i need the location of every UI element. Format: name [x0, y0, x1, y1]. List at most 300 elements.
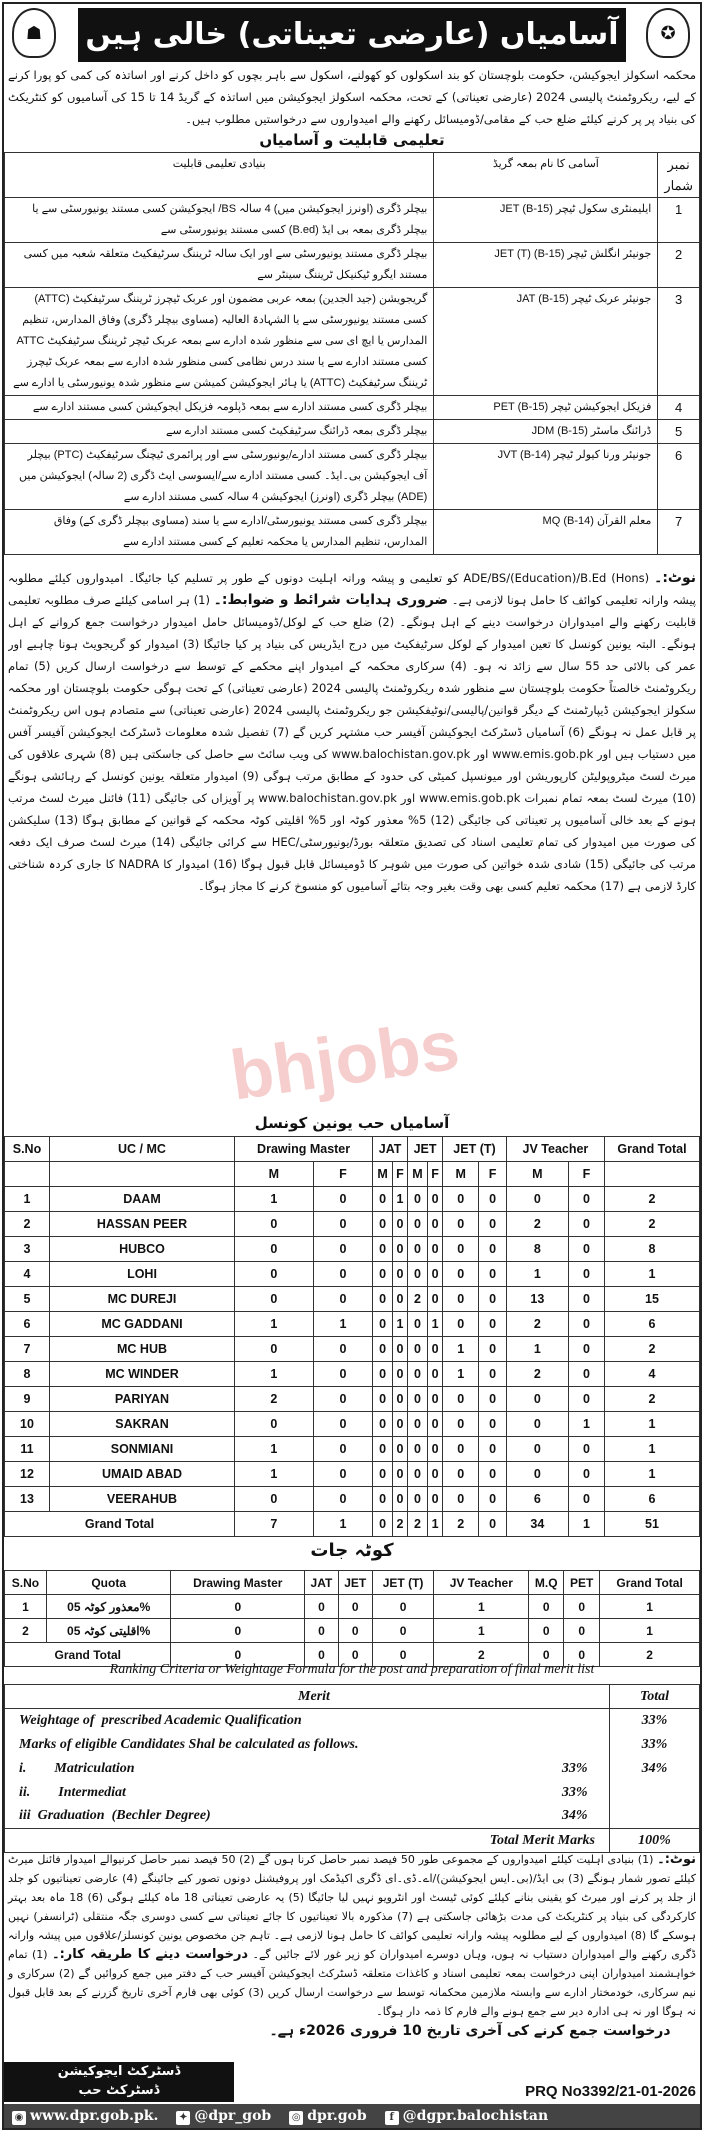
- sub-header-male: M: [235, 1162, 314, 1187]
- sno: 2: [5, 1212, 50, 1237]
- note-text: ADE/BS/(Education)/B.Ed (Hons) کو تعلیمی و پیشہ ورانہ اہلیت دونوں کے طور پر تسلیم کیا جائیگا۔ امیدواروں کیلئے مطلوبہ پیشہ وارانہ تعلیمی کوائف کا حامل ہونا لازمی ہے۔: [8, 571, 696, 607]
- cell-value: 0: [568, 1462, 604, 1487]
- table-row: [5, 1212, 700, 1237]
- cell-value: 0: [313, 1237, 373, 1262]
- blank-cell: [5, 1162, 50, 1187]
- cell-value: 0: [506, 1412, 568, 1437]
- table-row: [5, 1362, 700, 1387]
- cell-value: 0: [479, 1337, 506, 1362]
- qualification: بیچلر ڈگری مستند یونیورسٹی سے اور ایک سالہ ٹریننگ سرٹیفکیٹ متعلقہ شعبہ میں کسی مستند ایگرو ٹیکنیکل ٹریننگ سینٹر سے: [5, 243, 434, 288]
- cell-value: 0: [305, 1643, 339, 1667]
- sno: 7: [5, 1337, 50, 1362]
- cell-value: 0: [407, 1412, 427, 1437]
- cell-value: 0: [393, 1387, 408, 1412]
- cell-value: 0: [393, 1487, 408, 1512]
- social-text: www.dpr.gob.pk.: [30, 2107, 159, 2124]
- col-header-uc: UC / MC: [50, 1137, 235, 1162]
- table-row: [5, 510, 700, 555]
- table-row: [5, 1312, 700, 1337]
- cell-value: 0: [313, 1437, 373, 1462]
- cell-value: 0: [393, 1437, 408, 1462]
- cell-value: 0: [373, 1312, 393, 1337]
- cell-value: 2: [407, 1512, 427, 1537]
- cell-value: 0: [407, 1387, 427, 1412]
- row-total: 15: [605, 1287, 700, 1312]
- cell-value: 0: [313, 1187, 373, 1212]
- col-header-jat: JAT: [373, 1137, 408, 1162]
- table-row: [5, 1595, 700, 1619]
- cell-value: 0: [338, 1619, 372, 1643]
- note2-label: نوٹ:۔: [657, 1852, 696, 1867]
- sno: 11: [5, 1437, 50, 1462]
- merit-row: [5, 1757, 700, 1781]
- cell-value: 2: [506, 1362, 568, 1387]
- row-total: 1: [605, 1462, 700, 1487]
- uc-name: DAAM: [50, 1187, 235, 1212]
- cell-value: 0: [506, 1187, 568, 1212]
- instagram-icon: ◎: [289, 2111, 303, 2125]
- social-link[interactable]: [12, 2108, 158, 2125]
- cell-value: 0: [235, 1262, 314, 1287]
- cell-value: 1: [313, 1512, 373, 1537]
- uc-name: LOHI: [50, 1262, 235, 1287]
- uc-name: MC DUREJI: [50, 1287, 235, 1312]
- cell-value: 2: [434, 1643, 529, 1667]
- table-row: [5, 243, 700, 288]
- sub-header-female: F: [479, 1162, 506, 1187]
- cell-value: 1: [235, 1312, 314, 1337]
- col-header-post: آسامی کا نام بمعہ گریڈ: [434, 153, 658, 198]
- row-total: 2: [605, 1212, 700, 1237]
- sno: 4: [5, 1262, 50, 1287]
- cell-value: 1: [434, 1595, 529, 1619]
- cell-value: 0: [373, 1187, 393, 1212]
- col-header: S.No: [5, 1571, 47, 1595]
- education-logo-icon: ✪: [646, 8, 690, 58]
- sub-header-female: F: [568, 1162, 604, 1187]
- cell-value: 0: [313, 1262, 373, 1287]
- cell-value: 0: [407, 1437, 427, 1462]
- cell-value: 1: [506, 1337, 568, 1362]
- cell-value: 0: [393, 1287, 408, 1312]
- cell-value: 0: [568, 1362, 604, 1387]
- cell-value: 1: [428, 1312, 443, 1337]
- col-header: Quota: [46, 1571, 171, 1595]
- cell-value: 0: [568, 1387, 604, 1412]
- cell-value: 0: [171, 1643, 305, 1667]
- merit-total: 33%: [610, 1733, 700, 1757]
- cell-value: 0: [443, 1312, 479, 1337]
- merit-caption: Ranking Criteria or Weightage Formula for the post and preparation of final merit list: [109, 1662, 595, 1677]
- cell-value: 0: [443, 1437, 479, 1462]
- col-header: PET: [564, 1571, 600, 1595]
- col-header: M.Q: [529, 1571, 564, 1595]
- watermark: bhjobs: [225, 1005, 464, 1115]
- uc-name: MC WINDER: [50, 1362, 235, 1387]
- merit-percent: [548, 1709, 610, 1733]
- merit-percent: [548, 1733, 610, 1757]
- header: [0, 0, 704, 62]
- cell-value: 0: [373, 1237, 393, 1262]
- cell-value: 0: [479, 1487, 506, 1512]
- row-number: 3: [658, 288, 700, 396]
- page-title: آسامیاں (عارضی تعیناتی) خالی ہیں: [78, 8, 626, 62]
- cell-value: 0: [479, 1312, 506, 1337]
- cell-value: 0: [407, 1312, 427, 1337]
- sno: 1: [5, 1595, 47, 1619]
- sno: 2: [5, 1619, 47, 1643]
- total-merit-label: Total Merit Marks: [5, 1829, 610, 1853]
- cell-value: 0: [393, 1462, 408, 1487]
- grand-total-row: [5, 1512, 700, 1537]
- uc-name: MC HUB: [50, 1337, 235, 1362]
- merit-label: ii. Intermediat: [5, 1781, 548, 1805]
- post-name: ایلیمنٹری سکول ٹیچر JET (B-15): [434, 198, 658, 243]
- cell-value: 1: [434, 1619, 529, 1643]
- social-bar: [4, 2104, 700, 2128]
- row-number: 5: [658, 420, 700, 444]
- cell-value: 0: [479, 1262, 506, 1287]
- table-row: [5, 1387, 700, 1412]
- cell-value: 13: [506, 1287, 568, 1312]
- cell-value: 0: [393, 1212, 408, 1237]
- qualification: بیچلر ڈگری کسی مستند یونیورسٹی/ادارے سے یا سند (مساوی بیچلر ڈگری کے) وفاق المدارس، تنظیم المدارس یا محکمہ تعلیم کے کسی مستند ادارے سے: [5, 510, 434, 555]
- col-header: Grand Total: [600, 1571, 700, 1595]
- cell-value: 0: [373, 1337, 393, 1362]
- cell-value: 0: [568, 1337, 604, 1362]
- cell-value: 0: [443, 1237, 479, 1262]
- cell-value: 0: [479, 1212, 506, 1237]
- cell-value: 0: [428, 1187, 443, 1212]
- col-header-jet: JET: [407, 1137, 442, 1162]
- social-link[interactable]: [176, 2108, 271, 2125]
- cell-value: 0: [428, 1212, 443, 1237]
- post-name: جونیئر ورنا کیولر ٹیچر JVT (B-14): [434, 444, 658, 510]
- cell-value: 0: [407, 1362, 427, 1387]
- cell-value: 0: [313, 1287, 373, 1312]
- cell-value: 0: [443, 1412, 479, 1437]
- cell-value: 0: [407, 1487, 427, 1512]
- cell-value: 0: [506, 1387, 568, 1412]
- cell-value: 0: [479, 1437, 506, 1462]
- cell-value: 0: [235, 1337, 314, 1362]
- note2-text: (1) بنیادی اہلیت کیلئے امیدواروں کے مجموعی طور 50 فیصد نمبر حاصل کرنا ہوں گے (2) 50 فیصد نمبر حاصل کرنیوالے امیدوار فائنل میرٹ کیلئے تصور شمار ہونگے (3) بی ایڈ/(بی۔ایس ایجوکیشن)/اے۔ڈی۔ای ڈگری اکیڈمک اور پروفیشنل دونوں تصور کیے جائینگے (4) عارضی تعیناتیوں کو جلد از جلد پر کرنے اور میرٹ کو یقینی بنانے کیلئے کوئی ٹیسٹ اور انٹرویو نہیں لیا جائیگا (5) یہ عارضی تعیناتی 18 ماہ کیلئے ہوگی (6) 18 ماہ بعد بہتر کارکردگی کی بنیاد پر کنٹریکٹ کی مدت بڑھائی جاسکتی ہے (7) مذکورہ بالا تعیناتیوں کا جائے تعیناتی سے کسی دوسری جگہ منتقلی (ٹرانسفر) نہیں ہوسکے گا (8) امیدواروں کے لیے مطلوبہ پیشہ وارانہ تعلیمی کوائف کا حامل ہونا لازمی ہے۔ تاہم جن مخصوص یونین کونسلز/علاقوں میں پیشہ وارانہ ڈگری رکھنے والے امیدواران دستیاب نہ ہوں، وہاں دوسرے امیدواران کو زیر غور لائے جائیں گے۔: [8, 1853, 697, 1961]
- cell-value: 0: [428, 1362, 443, 1387]
- cell-value: 0: [407, 1237, 427, 1262]
- cell-value: 0: [568, 1487, 604, 1512]
- sub-header-female: F: [428, 1162, 443, 1187]
- cell-value: 0: [338, 1643, 372, 1667]
- uc-table-title: آسامیاں حب یونین کونسل: [254, 1114, 450, 1132]
- cell-value: 0: [407, 1337, 427, 1362]
- sno: 5: [5, 1287, 50, 1312]
- cell-value: 0: [443, 1487, 479, 1512]
- uc-name: VEERAHUB: [50, 1487, 235, 1512]
- col-header-drawing-master: Drawing Master: [235, 1137, 373, 1162]
- merit-percent: 33%: [548, 1781, 610, 1805]
- merit-total: 33%: [610, 1709, 700, 1733]
- cell-value: 0: [372, 1643, 434, 1667]
- cell-value: 2: [443, 1512, 479, 1537]
- merit-total-row: [5, 1829, 700, 1853]
- qualification: بیچلر ڈگری بمعہ ڈرائنگ سرٹیفکیٹ کسی مستند ادارے سے: [5, 420, 434, 444]
- cell-value: 0: [564, 1643, 600, 1667]
- cell-value: 0: [568, 1287, 604, 1312]
- table-row: [5, 1619, 700, 1643]
- post-name: ڈرائنگ ماسٹر JDM (B-15): [434, 420, 658, 444]
- cell-value: 0: [443, 1187, 479, 1212]
- blank-cell: [50, 1162, 235, 1187]
- quota-title: کوٹہ جات: [310, 1540, 394, 1561]
- cell-value: 0: [407, 1187, 427, 1212]
- merit-total: [610, 1781, 700, 1805]
- cell-value: 2: [506, 1312, 568, 1337]
- merit-label: Marks of eligible Candidates Shal be calculated as follows.: [5, 1733, 548, 1757]
- cell-value: 0: [393, 1362, 408, 1387]
- cell-value: 2: [235, 1387, 314, 1412]
- cell-value: 2: [393, 1512, 408, 1537]
- cell-value: 2: [506, 1212, 568, 1237]
- col-header-qualification: بنیادی تعلیمی قابلیت: [5, 153, 434, 198]
- cell-value: 1: [393, 1312, 408, 1337]
- notes-2-body: [8, 1850, 696, 2021]
- table-row: [5, 1412, 700, 1437]
- cell-value: 0: [443, 1462, 479, 1487]
- merit-row: [5, 1781, 700, 1805]
- facebook-icon: f: [385, 2111, 399, 2125]
- cell-value: 0: [313, 1387, 373, 1412]
- cell-value: 1: [443, 1337, 479, 1362]
- col-header: JET (T): [372, 1571, 434, 1595]
- table-row: [5, 396, 700, 420]
- cell-value: 0: [479, 1387, 506, 1412]
- cell-value: 0: [235, 1212, 314, 1237]
- qualification-title: تعلیمی قابلیت و آسامیاں: [259, 131, 445, 149]
- sno: 10: [5, 1412, 50, 1437]
- cell-value: 0: [393, 1337, 408, 1362]
- cell-value: 0: [529, 1595, 564, 1619]
- cell-value: 0: [372, 1619, 434, 1643]
- row-total: 8: [605, 1237, 700, 1262]
- cell-value: 0: [235, 1487, 314, 1512]
- uc-name: PARIYAN: [50, 1387, 235, 1412]
- sub-header-male: M: [373, 1162, 393, 1187]
- social-text: dpr.gob: [307, 2107, 367, 2124]
- sub-header-female: F: [393, 1162, 408, 1187]
- merit-row: [5, 1805, 700, 1829]
- cell-value: 0: [171, 1619, 305, 1643]
- cell-value: 0: [407, 1262, 427, 1287]
- col-header-jet-t: JET (T): [443, 1137, 507, 1162]
- row-total: 2: [605, 1187, 700, 1212]
- cell-value: 0: [373, 1362, 393, 1387]
- rules-label: ضروری ہدایات شرائط و ضوابط:۔: [213, 592, 449, 608]
- cell-value: 1: [393, 1187, 408, 1212]
- table-row: [5, 288, 700, 396]
- quota-name: اقلیتی کوٹہ 05%: [46, 1619, 171, 1643]
- cell-value: 0: [407, 1462, 427, 1487]
- cell-value: 0: [235, 1237, 314, 1262]
- table-row: [5, 1487, 700, 1512]
- table-row: [5, 1462, 700, 1487]
- table-row: [5, 444, 700, 510]
- sno: 8: [5, 1362, 50, 1387]
- cell-value: 0: [479, 1187, 506, 1212]
- row-total: 6: [605, 1487, 700, 1512]
- cell-value: 8: [506, 1237, 568, 1262]
- issuer-line-1: ڈسٹرکٹ ایجوکیشن: [57, 2064, 181, 2079]
- cell-value: 0: [235, 1287, 314, 1312]
- cell-value: 0: [373, 1487, 393, 1512]
- cell-value: 0: [564, 1595, 600, 1619]
- col-header-jv-teacher: JV Teacher: [506, 1137, 604, 1162]
- social-link[interactable]: [385, 2108, 548, 2125]
- cell-value: 0: [506, 1437, 568, 1462]
- blank-cell: [605, 1162, 700, 1187]
- cell-value: 0: [568, 1312, 604, 1337]
- row-total: 1: [605, 1412, 700, 1437]
- cell-value: 0: [373, 1512, 393, 1537]
- qualification: گریجویشن (جید الجدین) بمعہ عربی مضمون اور عربک ٹیچرز ٹریننگ سرٹیفکیٹ (ATTC) کسی مستند یونیورسٹی سے یا الشہادۃ العالیہ (مساوی بیچلر ڈگری) وفاق المدارس، تنظیم المدارس یا ایچ ای سی سے منظور شدہ ادارے سے بمعہ عربک ٹیچر ٹریننگ سرٹیفکیٹ ATTC کسی مستند ادارے سے یا سند درس نظامی کسی منظور شدہ ادارے سے بمعہ عربک ٹیچرز ٹریننگ سرٹیفکیٹ (ATTC) یا ہائر ایجوکیشن کمیشن سے منظور شدہ یونیورسٹی یا ادارے سے: [5, 288, 434, 396]
- cell-value: 0: [443, 1387, 479, 1412]
- row-total: 2: [605, 1337, 700, 1362]
- row-total: 6: [605, 1312, 700, 1337]
- note-label: نوٹ:۔: [654, 570, 696, 586]
- issuer-signature: [4, 2062, 234, 2102]
- cell-value: 0: [373, 1212, 393, 1237]
- quota-table: [4, 1570, 700, 1667]
- merit-label: iii Graduation (Bechler Degree): [5, 1805, 548, 1829]
- cell-value: 0: [338, 1595, 372, 1619]
- cell-value: 0: [305, 1595, 339, 1619]
- cell-value: 0: [428, 1437, 443, 1462]
- post-name: فزیکل ایجوکیشن ٹیچر PET (B-15): [434, 396, 658, 420]
- row-number: 7: [658, 510, 700, 555]
- cell-value: 0: [529, 1619, 564, 1643]
- uc-name: HUBCO: [50, 1237, 235, 1262]
- merit-row: [5, 1733, 700, 1757]
- quota-name: معذور کوٹہ 05%: [46, 1595, 171, 1619]
- cell-value: 0: [506, 1462, 568, 1487]
- apply-text: (1) تمام خواہشمند امیدواران اپنی درخواست بمعہ تعلیمی اسناد و کاغذات متعلقہ ڈسٹرکٹ ایجوکیشن آفیسر حب کے دفتر میں جمع کروائیں گے (2) سرکاری و نیم سرکاری، خودمختار ادارے سے وابستہ ملازمین محکمانہ توسط سے درخواست ارسال کریں (3) کوئی بھی فارم آخری تاریخ گزرنے کے بعد قابل قبول نہ ہوگا اور نہ ہی ادارہ دیر سے جمع ہونے والے فارم کا ذمہ دار ہوگا۔: [8, 1948, 696, 2018]
- table-row: [5, 1437, 700, 1462]
- grand-total-value: 2: [600, 1643, 700, 1667]
- merit-total: 34%: [610, 1757, 700, 1781]
- table-row: [5, 1187, 700, 1212]
- merit-percent: 34%: [548, 1805, 610, 1829]
- sno: 6: [5, 1312, 50, 1337]
- col-header: Drawing Master: [171, 1571, 305, 1595]
- qualification-table: [4, 152, 700, 555]
- row-number: 1: [658, 198, 700, 243]
- cell-value: 0: [428, 1337, 443, 1362]
- sno: 3: [5, 1237, 50, 1262]
- balochistan-logo-icon: ☗: [12, 8, 56, 58]
- deadline: درخواست جمع کرنے کی آخری تاریخ 10 فروری 2026ء ہے۔: [244, 2021, 696, 2041]
- globe-icon: ◉: [12, 2111, 26, 2125]
- merit-total: [610, 1805, 700, 1829]
- row-number: 6: [658, 444, 700, 510]
- row-number: 4: [658, 396, 700, 420]
- cell-value: 7: [235, 1512, 314, 1537]
- cell-value: 0: [479, 1287, 506, 1312]
- sno: 1: [5, 1187, 50, 1212]
- merit-label: i. Matriculation: [5, 1757, 548, 1781]
- cell-value: 0: [407, 1212, 427, 1237]
- issuer-line-2: ڈسٹرکٹ حب: [78, 2083, 160, 2098]
- cell-value: 0: [564, 1619, 600, 1643]
- row-total: 1: [605, 1262, 700, 1287]
- intro-paragraph: محکمہ اسکولز ایجوکیشن، حکومت بلوچستان کو بند اسکولوں کو کھولنے، اسکول سے باہر بچوں کو داخل کرنے اور اساتذہ کی کمی کو پورا کرنے کے لیے، ریکروٹمنٹ پالیسی 2024 (عارضی تعیناتی) کے تحت، محکمہ اسکولز ایجوکیشن میں اساتذہ کے گریڈ 14 تا 15 کی آسامیوں کو کنٹریکٹ کی بنیاد پر پر کرنے کیلئے ضلع حب کے مقامی/ڈومیسائل رکھنے والے امیدواروں سے درخواستیں مطلوب ہیں۔: [8, 68, 696, 126]
- cell-value: 0: [428, 1287, 443, 1312]
- col-header-sno: S.No: [5, 1137, 50, 1162]
- cell-value: 0: [568, 1262, 604, 1287]
- sub-header-male: M: [506, 1162, 568, 1187]
- cell-value: 0: [428, 1487, 443, 1512]
- cell-value: 0: [479, 1237, 506, 1262]
- cell-value: 1: [568, 1512, 604, 1537]
- grand-total-label: Grand Total: [5, 1512, 235, 1537]
- col-header-no: نمبر شمار: [658, 153, 700, 198]
- cell-value: 0: [479, 1462, 506, 1487]
- uc-name: UMAID ABAD: [50, 1462, 235, 1487]
- cell-value: 0: [373, 1462, 393, 1487]
- cell-value: 1: [568, 1412, 604, 1437]
- rules-text: (1) ہر اسامی کیلئے صرف مطلوبہ تعلیمی قابلیت رکھنے والے امیدواران درخواست دینے کے اہل ہونگے۔ (2) ضلع حب کے لوکل/ڈومیسائل حامل امیدوار درخواست جمع کروانے کے اہل ہونگے۔ البتہ یونین کونسل کا تعین امیدوار کے لوکل سرٹیفکیٹ میں درج ایڈریس کی بنیاد پر کیا جائیگا (3) امیدوار کو گریجویٹ ہونا چاہیے اور عمر کی بالائی حد 55 سال سے زائد نہ ہو۔ (4) سرکاری محکمہ کے امیدوار اپنے محکمے کے توسط سے درخواست ارسال کریں (5) تمام ریکروٹمنٹ خالصتاً حکومت بلوچستان سے منظور شدہ ریکروٹمنٹ پالیسی 2024 (عارضی تعیناتی) کے تحت ہوگی حکومت بلوچستان اور محکمہ سکولز ایجوکیشن ڈیپارٹمنٹ کے دیگر قوانین/پالیسی/نوٹیفکیشن جو ریکروٹمنٹ پالیسی 2024 (عارضی تعیناتی) سے متصادم ہوں اس ریکروٹمنٹ پر قابل عمل نہ ہونگے (6) آسامیاں ڈسٹرکٹ ایجوکیشن آفیسر حب مشتہر کریں گے (7) تفصیل شدہ معلومات ڈسٹرکٹ ایجوکیشن آفیسر آفس میں دستیاب ہیں اور www.emis.gob.pk اور www.balochistan.gov.pk کی ویب سائٹ سے حاصل کی جاسکتی ہیں (8) شہری علاقوں کی میرٹ لسٹ میٹروپولیٹن کارپوریشن اور میونسپل کمیٹی کی حدود کے مطابق مرتب ہوگی (9) امیدوار متعلقہ یونین کونسل کے رہائشی ہونگے (10) میرٹ لسٹ بمعہ تمام نمبرات www.emis.gob.pk اور www.balochistan.gov.pk پر آویزاں کی جائیگی (11) فائنل میرٹ لسٹ مرتب ہونے کے بعد خالی آسامیوں پر تعیناتی کی جائیگی (12) 5% معذور کوٹہ اور 5% اقلیتی کوٹہ محکمہ کے قوانین کے مطابق ہوگا (13) سلیکشن کی صورت میں امیدوار کی تمام تعلیمی اسناد کی تصدیق متعلقہ بورڈ/یونیورسٹی/HEC سے کرائی جائیگی (14) میرٹ لسٹ صرف ایک دفعہ مرتب کی جائیگی (15) شادی شدہ خواتین کی صورت میں شوہر کا ڈومیسائل قابل قبول ہوگا (16) امیدوار کا NADRA کا جاری کردہ شناختی کارڈ لازمی ہے (17) محکمہ تعلیم کسی بھی وقت بغیر وجہ بتائے آسامیوں کو منسوخ کرنے کا مجاز ہوگا۔: [8, 593, 696, 893]
- cell-value: 0: [393, 1237, 408, 1262]
- cell-value: 0: [313, 1462, 373, 1487]
- twitter-icon: ✦: [176, 2111, 190, 2125]
- social-link[interactable]: [289, 2108, 366, 2125]
- col-header: JAT: [305, 1571, 339, 1595]
- row-total: 4: [605, 1362, 700, 1387]
- cell-value: 0: [479, 1512, 506, 1537]
- table-row: [5, 1337, 700, 1362]
- cell-value: 0: [428, 1262, 443, 1287]
- col-header-grand-total: Grand Total: [605, 1137, 700, 1162]
- cell-value: 0: [479, 1412, 506, 1437]
- row-total: 2: [605, 1387, 700, 1412]
- cell-value: 0: [428, 1412, 443, 1437]
- cell-value: 0: [529, 1643, 564, 1667]
- social-text: @dgpr.balochistan: [402, 2107, 549, 2124]
- cell-value: 2: [407, 1287, 427, 1312]
- cell-value: 1: [235, 1462, 314, 1487]
- cell-value: 0: [171, 1595, 305, 1619]
- cell-value: 0: [428, 1462, 443, 1487]
- uc-name: MC GADDANI: [50, 1312, 235, 1337]
- sub-header-male: M: [443, 1162, 479, 1187]
- post-name: جونیئر عربک ٹیچر JAT (B-15): [434, 288, 658, 396]
- uc-name: HASSAN PEER: [50, 1212, 235, 1237]
- post-name: معلم القرآن MQ (B-14): [434, 510, 658, 555]
- notes-2-section: [8, 1850, 696, 2041]
- cell-value: 1: [235, 1362, 314, 1387]
- cell-value: 0: [373, 1437, 393, 1462]
- row-total: 1: [600, 1595, 700, 1619]
- qualification: بیچلر ڈگری کسی مستند ادارے/یونیورسٹی سے اور پرائمری ٹیچنگ سرٹیفکیٹ (PTC) بیچلر آف ایجوکیشن بی۔ایڈ۔ کسی مستند ادارے سے/ایسوسی ایٹ ڈگری (2 سالہ) ایجوکیشن میں (ADE) بیچلر ڈگری (اونرز) ایجوکیشن 4 سالہ کسی مستند ادارے سے: [5, 444, 434, 510]
- cell-value: 0: [568, 1437, 604, 1462]
- sub-header-male: M: [407, 1162, 427, 1187]
- uc-name: SONMIANI: [50, 1437, 235, 1462]
- cell-value: 0: [373, 1387, 393, 1412]
- cell-value: 0: [235, 1412, 314, 1437]
- sno: 9: [5, 1387, 50, 1412]
- uc-name: SAKRAN: [50, 1412, 235, 1437]
- row-total: 1: [605, 1437, 700, 1462]
- row-total: 1: [600, 1619, 700, 1643]
- cell-value: 34: [506, 1512, 568, 1537]
